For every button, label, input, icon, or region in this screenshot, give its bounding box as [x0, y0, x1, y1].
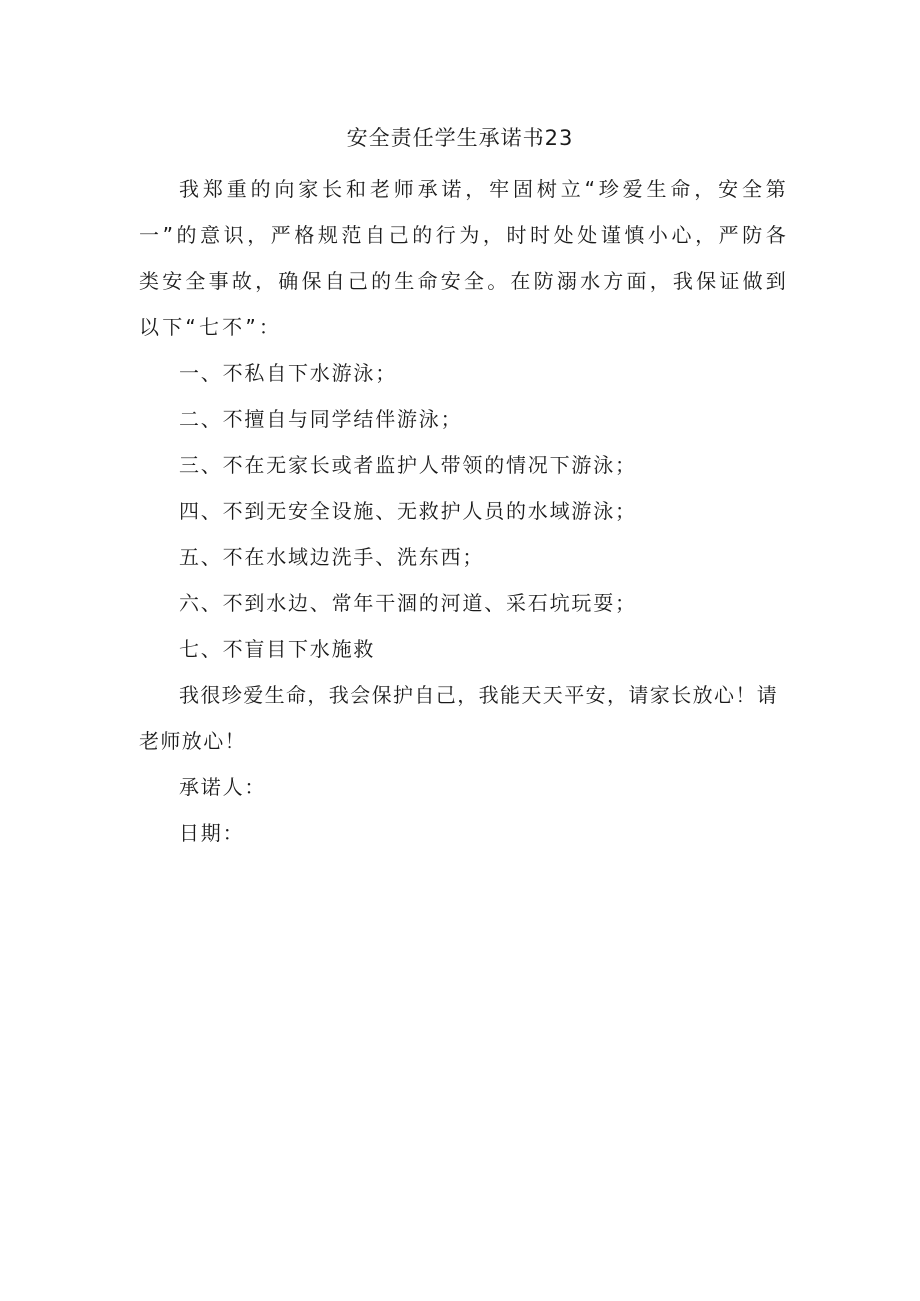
- rule-item-3: 三、不在无家长或者监护人带领的情况下游泳；: [179, 453, 637, 477]
- document-title: 安全责任学生承诺书23: [346, 126, 574, 150]
- rule-item-5: 五、不在水域边洗手、洗东西；: [179, 545, 485, 569]
- document-body: [139, 166, 789, 856]
- rule-item-1: 一、不私自下水游泳；: [179, 361, 397, 385]
- rule-item-4: 四、不到无安全设施、无救护人员的水域游泳；: [179, 499, 637, 523]
- intro-paragraph: 我郑重的向家长和老师承诺，牢固树立“珍爱生命，安全第一”的意识，严格规范自己的行为，时时处处谨慎小心，严防各类安全事故，确保自己的生命安全。在防溺水方面，我保证做到以下“七不”：: [139, 177, 789, 339]
- closing-paragraph: 我很珍爱生命，我会保护自己，我能天天平安，请家长放心！请老师放心！: [139, 683, 779, 753]
- rule-item-6: 六、不到水边、常年干涸的河道、采石坑玩耍；: [179, 591, 637, 615]
- date-label: 日期：: [179, 821, 245, 845]
- rule-item-2: 二、不擅自与同学结伴游泳；: [179, 407, 463, 431]
- rule-item-7: 七、不盲目下水施救: [179, 637, 376, 661]
- promisor-label: 承诺人：: [179, 775, 267, 799]
